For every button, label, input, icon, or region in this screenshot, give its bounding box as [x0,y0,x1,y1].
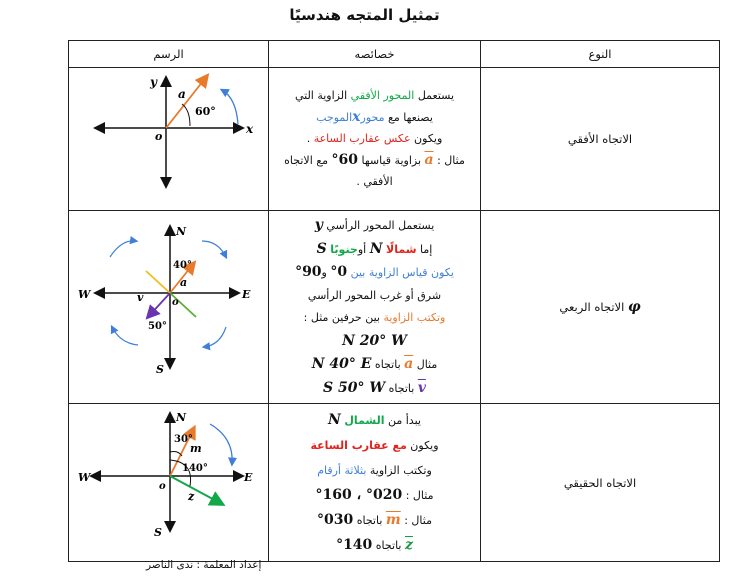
prop-line: مثال : a بزاوية قياسها 60° مع الاتجاه [284,151,465,168]
rotation-arrow-icon [112,327,138,345]
table-row [69,211,720,404]
origin-label: o [171,297,179,308]
table-row [69,404,720,562]
vector-v-arrow [148,293,170,317]
angle-50-label: 50° [147,321,167,332]
horizontal-diagram [70,68,268,206]
prop-line: ويكون عكس عقارب الساعة . [306,132,443,146]
rotation-arrow-icon [110,241,136,257]
x-label: x [245,122,253,136]
rotation-arrow-icon [204,327,226,347]
prop-line: يبدأ من الشمال N [328,411,421,428]
e-label: E [243,471,252,484]
rotation-arrow-icon [222,90,238,124]
vector-v-label: v [136,291,143,304]
w-label: W [77,471,90,484]
props-horizontal [269,68,481,211]
drawing-true-bearing [69,404,269,562]
w-label: W [77,288,90,301]
origin-label: o [158,481,166,492]
e-label: E [241,288,250,301]
angle-label: 60° [194,105,216,118]
prop-line: مثال a باتجاه N 40° E [311,356,438,372]
angle-40-label: 40° [172,260,192,271]
prop-line: الأفقي . [356,175,393,189]
s-label: S [155,363,164,376]
rotation-arrow-icon [202,241,226,257]
angle-140-label: 140° [181,463,208,474]
type-horizontal: الاتجاه الأفقي [481,68,720,211]
header-type: النوع [481,41,720,68]
drawing-horizontal [69,68,269,211]
prop-line: يصنعها مع محورxالموجب [316,108,433,125]
props-true-bearing [269,404,481,562]
prop-line: مثال : m باتجاه 030° [316,511,432,528]
rotation-arrow-icon [210,424,232,464]
prop-line: z باتجاه 140° [336,536,413,553]
prop-line: وتكتب الزاوية بين حرفين مثل : [303,311,446,324]
drawing-quadrant [69,211,269,404]
props-quadrant [269,211,481,404]
true-bearing-diagram [70,404,268,557]
prop-line: v باتجاه S 50° W [323,379,426,396]
vector-a-arrow [166,76,207,128]
vector-a-label: a [179,276,187,289]
header-row [69,41,720,68]
vector-a-label: a [177,87,186,101]
page-title: تمثيل المتجه هندسيًا [289,6,440,24]
origin-label: o [154,130,162,143]
vector-table [68,40,720,562]
prop-line: يستعمل المحور الأفقي الزاوية التي [294,89,455,103]
angle-30-label: 30° [173,434,193,445]
vector-z-arrow [170,476,222,504]
prop-line: يكون قياس الزاوية بين 0° و90° [295,264,454,280]
header-draw: الرسم [69,41,269,68]
prop-line: ويكون مع عقارب الساعة [310,438,439,452]
prop-line: N 20° W [342,332,407,349]
y-label: y [149,75,157,89]
header-props: خصائصه [269,41,481,68]
prop-line: شرق أو غرب المحور الرأسي [307,288,442,302]
prop-line: مثال : 020° ، 160° [315,486,434,503]
vector-z-label: z [187,490,194,503]
type-true-bearing: الاتجاه الحقيقي [481,404,720,562]
table-row [69,68,720,211]
prop-line: وتكتب الزاوية بثلاثة أرقام [317,463,432,477]
s-label: S [153,526,162,539]
type-quadrant: الاتجاه الربعي φ [481,211,720,404]
footer-credit: إعداد المعلمة : ندى الناصر [146,559,262,571]
prop-line: إما شمالًا N أوجنوبًا S [316,240,433,257]
quadrant-diagram [70,211,268,399]
n-label: N [175,411,186,424]
prop-line: يستعمل المحور الرأسي y [314,217,435,233]
n-label: N [175,225,186,238]
vector-m-label: m [189,442,202,455]
